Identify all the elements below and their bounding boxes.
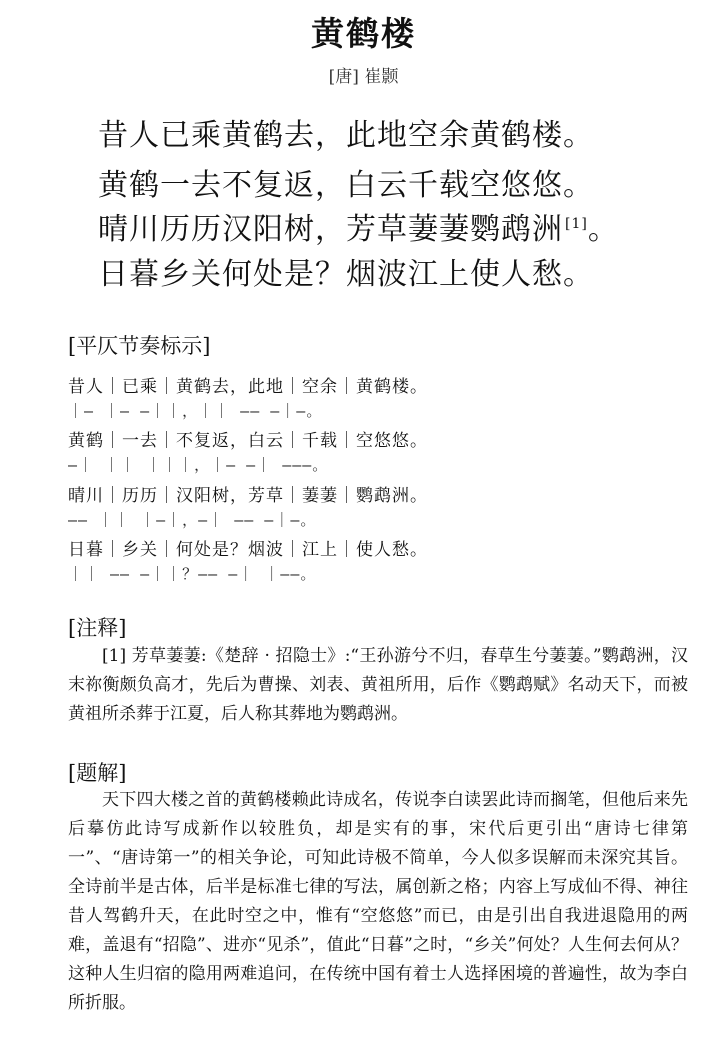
rhythm-line-3: 晴川｜历历｜汉阳树，芳草｜萋萋｜鹦鹉洲。 [68, 486, 428, 506]
poem-line-3-text: 晴川历历汉阳树，芳草萋萋鹦鹉洲 [98, 212, 563, 247]
rhythm-marks-3: —— ｜｜ ｜—｜，—｜ —— —｜—。 [68, 511, 317, 529]
rhythm-marks-2: —｜ ｜｜ ｜｜｜，｜— —｜ ———。 [68, 456, 329, 474]
rhythm-marks-1: ｜— ｜— —｜｜，｜｜ —— —｜—。 [68, 402, 323, 420]
poem-line-1: 昔人已乘黄鹤去，此地空余黄鹤楼。 [98, 118, 594, 153]
poem-line-2: 黄鹤一去不复返，白云千载空悠悠。 [98, 168, 594, 203]
rhythm-marks-4: ｜｜ —— —｜｜？—— —｜ ｜——。 [68, 565, 317, 583]
poem-author: [唐] 崔颢 [328, 67, 399, 87]
rhythm-line-4: 日暮｜乡关｜何处是？烟波｜江上｜使人愁。 [68, 540, 428, 560]
rhythm-line-1: 昔人｜已乘｜黄鹤去，此地｜空余｜黄鹤楼。 [68, 377, 428, 397]
poem-title: 黄鹤楼 [311, 14, 416, 53]
rhythm-heading: [平仄节奏标示] [68, 334, 211, 358]
poem-note-marker: [1] [565, 216, 588, 232]
poem-line-3 [98, 204, 619, 248]
analysis-text: 天下四大楼之首的黄鹤楼赖此诗成名，传说李白读罢此诗而搁笔，但他后来先后摹仿此诗写成新作以较胜负，却是实有的事，宋代后更引出“唐诗七律第一”、“唐诗第一”的相关争论，可知此诗极不简单，今人似多误解而未深究其旨。全诗前半是古体，后半是标准七律的写法，属创新之格；内容上写成仙不得、神往昔人驾鹤升天，在此时空之中，惟有“空悠悠”而已，由是引出自我进退隐用的两难，盖退有“招隐”、进亦“见杀”，值此“日暮”之时，“乡关”何处？人生何去何从？这种人生归宿的隐用两难追问，在传统中国有着士人选择困境的普遍性，故为李白所折服。 [68, 790, 688, 1013]
notes-heading: [注释] [68, 616, 127, 640]
poem-line-3-end: 。 [587, 212, 619, 247]
notes-text: [1] 芳草萋萋:《楚辞 · 招隐士》:“王孙游兮不归，春草生兮萋萋。”鹦鹉洲，汉末祢衡颇负高才，先后为曹操、刘表、黄祖所用，后作《鹦鹉赋》名动天下，而被黄祖所杀葬于江夏，后人称其葬地为鹦鹉洲。 [68, 646, 688, 724]
poem-line-4: 日暮乡关何处是？烟波江上使人愁。 [98, 257, 594, 292]
rhythm-line-2: 黄鹤｜一去｜不复返，白云｜千载｜空悠悠。 [68, 431, 428, 451]
analysis-heading: [题解] [68, 761, 127, 785]
